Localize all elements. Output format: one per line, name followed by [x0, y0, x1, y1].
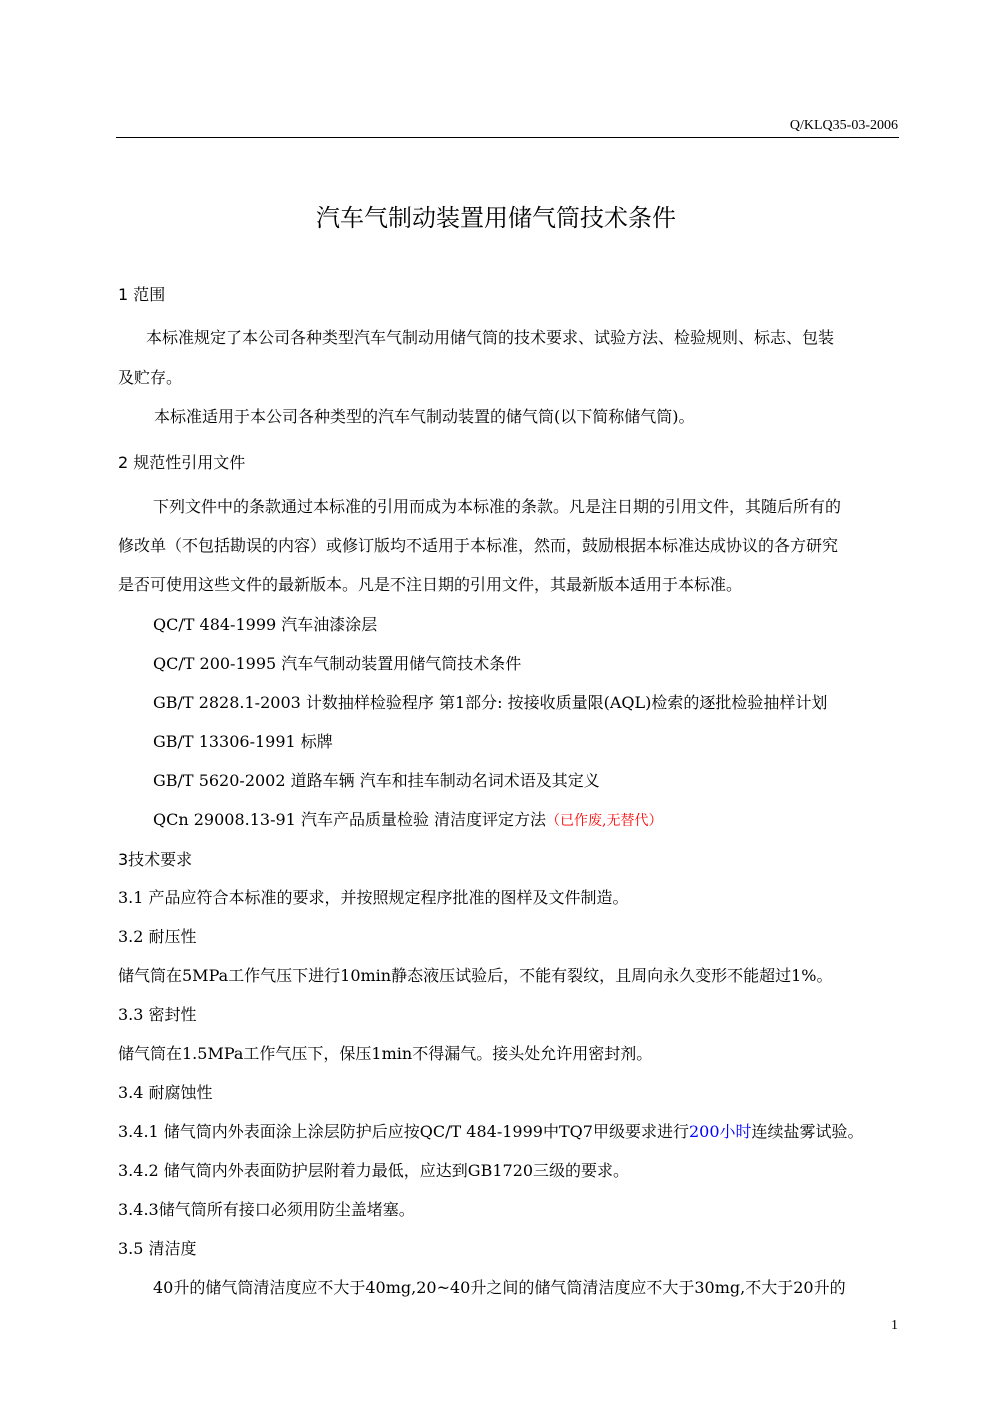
- section-1-para-1-line-2: 及贮存。: [118, 368, 183, 387]
- section-1-para-1-line-1: 本标准规定了本公司各种类型汽车气制动用储气筒的技术要求、试验方法、检验规则、标志、包装: [146, 328, 835, 347]
- clause-3-4-1-text-c: 连续盐雾试验。: [751, 1122, 864, 1141]
- section-1-para-2: 本标准适用于本公司各种类型的汽车气制动装置的储气筒(以下简称储气筒)。: [154, 407, 695, 426]
- highlight-duration: 200小时: [688, 1122, 752, 1141]
- clause-3-4-3: 3.4.3储气筒所有接口必须用防尘盖堵塞。: [118, 1200, 415, 1219]
- obsolete-note: （已作废,无替代）: [546, 813, 663, 829]
- clause-3-3-text: 储气筒在1.5MPa工作气压下，保压1min不得漏气。接头处允许用密封剂。: [118, 1044, 653, 1063]
- reference-item: QC/T 200-1995 汽车气制动装置用储气筒技术条件: [153, 654, 522, 673]
- section-2-heading: 2 规范性引用文件: [118, 453, 246, 472]
- clause-3-3-heading: 3.3 密封性: [118, 1005, 197, 1024]
- clause-3-1: 3.1 产品应符合本标准的要求，并按照规定程序批准的图样及文件制造。: [118, 888, 629, 907]
- clause-3-2-text: 储气筒在5MPa工作气压下进行10min静态液压试验后，不能有裂纹，且周向永久变形不能超过1%。: [118, 966, 833, 985]
- clause-3-5-text: 40升的储气筒清洁度应不大于40mg,20~40升之间的储气筒清洁度应不大于30mg,不大于20升的: [153, 1278, 846, 1297]
- reference-item: GB/T 5620-2002 道路车辆 汽车和挂车制动名词术语及其定义: [153, 771, 600, 790]
- clause-3-4-2: 3.4.2 储气筒内外表面防护层附着力最低，应达到GB1720三级的要求。: [118, 1161, 630, 1180]
- clause-3-4-1-text-a: 3.4.1 储气筒内外表面涂上涂层防护后应按QC/T 484-1999中TQ7甲级要求进行: [118, 1122, 689, 1141]
- section-2-para-line-3: 是否可使用这些文件的最新版本。凡是不注日期的引用文件，其最新版本适用于本标准。: [118, 575, 743, 594]
- reference-item: GB/T 2828.1-2003 计数抽样检验程序 第1部分: 按接收质量限(AQL)检索的逐批检验抽样计划: [153, 693, 828, 712]
- header-rule: [116, 137, 899, 138]
- clause-3-4-heading: 3.4 耐腐蚀性: [118, 1083, 213, 1102]
- section-2-para-line-1: 下列文件中的条款通过本标准的引用而成为本标准的条款。凡是注日期的引用文件，其随后所有的: [153, 497, 842, 516]
- reference-item-last: [153, 807, 663, 830]
- section-3-heading: 3技术要求: [118, 850, 193, 869]
- reference-item: GB/T 13306-1991 标牌: [153, 732, 333, 751]
- document-code: Q/KLQ35-03-2006: [789, 118, 898, 133]
- clause-3-2-heading: 3.2 耐压性: [118, 927, 197, 946]
- page-number: 1: [891, 1318, 898, 1333]
- reference-text: QCn 29008.13-91 汽车产品质量检验 清洁度评定方法: [153, 810, 547, 829]
- clause-3-4-1: [118, 1119, 864, 1142]
- section-1-heading: 1 范围: [118, 285, 166, 304]
- section-2-para-line-2: 修改单（不包括勘误的内容）或修订版均不适用于本标准，然而，鼓励根据本标准达成协议的各方研究: [118, 536, 839, 555]
- clause-3-5-heading: 3.5 清洁度: [118, 1239, 197, 1258]
- reference-item: QC/T 484-1999 汽车油漆涂层: [153, 615, 378, 634]
- document-title: 汽车气制动装置用储气筒技术条件: [316, 204, 676, 232]
